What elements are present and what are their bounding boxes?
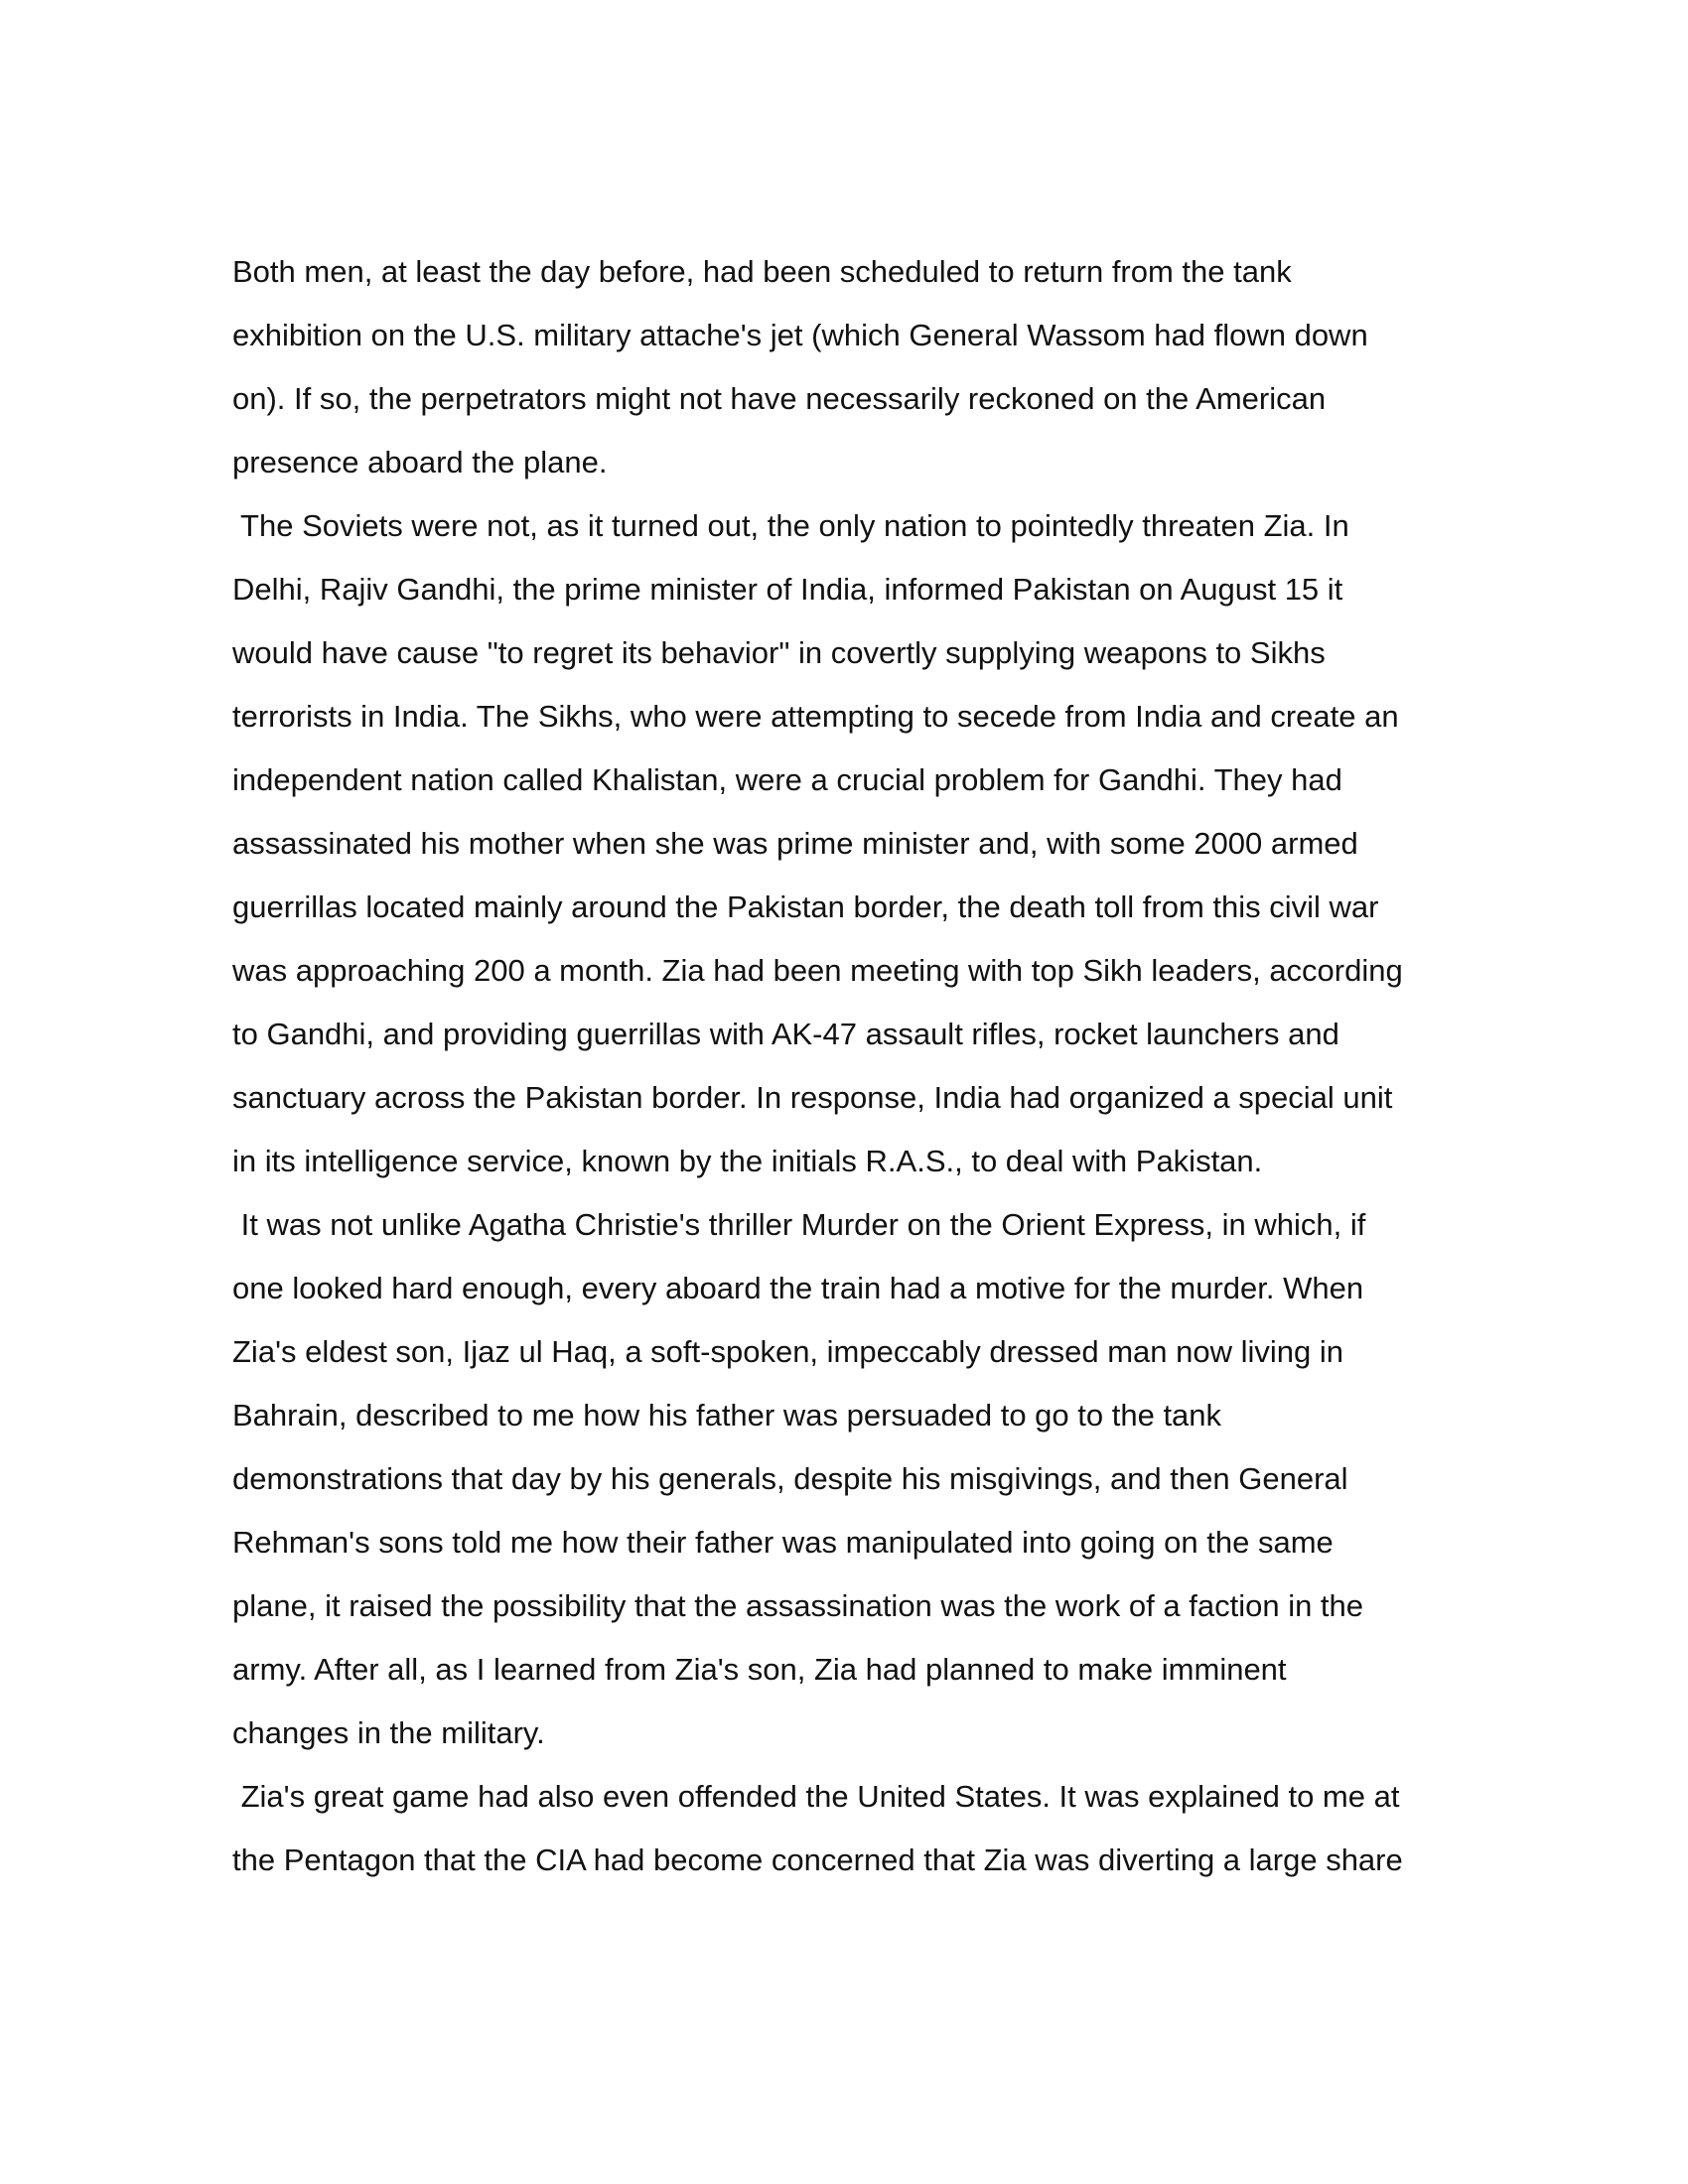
text-line: Rehman's sons told me how their father was manipulated into going on the same	[232, 1525, 1334, 1560]
text-line: assassinated his mother when she was prime minister and, with some 2000 armed	[232, 826, 1358, 861]
text-line: plane, it raised the possibility that the assassination was the work of a faction in the	[232, 1588, 1364, 1623]
text-line: the Pentagon that the CIA had become concerned that Zia was diverting a large share	[232, 1843, 1403, 1877]
text-line: Delhi, Rajiv Gandhi, the prime minister of India, informed Pakistan on August 15 it	[232, 572, 1343, 607]
text-line: Zia's great game had also even offended the United States. It was explained to me at	[232, 1779, 1400, 1814]
text-line: would have cause "to regret its behavior" in covertly supplying weapons to Sikhs	[232, 635, 1326, 670]
text-line: on). If so, the perpetrators might not have necessarily reckoned on the American	[232, 381, 1327, 416]
text-line: Zia's eldest son, Ijaz ul Haq, a soft-spoken, impeccably dressed man now living in	[232, 1334, 1344, 1369]
text-line: guerrillas located mainly around the Pakistan border, the death toll from this civil war	[232, 889, 1379, 924]
text-line: presence aboard the plane.	[232, 445, 608, 479]
text-line: Bahrain, described to me how his father was persuaded to go to the tank	[232, 1398, 1222, 1433]
text-line: Both men, at least the day before, had been scheduled to return from the tank	[232, 254, 1292, 289]
text-line: independent nation called Khalistan, were a crucial problem for Gandhi. They had	[232, 762, 1342, 797]
text-line: changes in the military.	[232, 1715, 545, 1750]
text-line: one looked hard enough, every aboard the train had a motive for the murder. When	[232, 1271, 1364, 1305]
text-line: army. After all, as I learned from Zia's son, Zia had planned to make imminent	[232, 1652, 1287, 1687]
text-line: terrorists in India. The Sikhs, who were attempting to secede from India and create an	[232, 699, 1399, 734]
text-line: sanctuary across the Pakistan border. In response, India had organized a special unit	[232, 1080, 1393, 1115]
text-line: in its intelligence service, known by the initials R.A.S., to deal with Pakistan.	[232, 1144, 1263, 1178]
text-line: exhibition on the U.S. military attache's jet (which General Wassom had flown down	[232, 318, 1368, 352]
text-line: demonstrations that day by his generals, despite his misgivings, and then General	[232, 1461, 1348, 1496]
text-line: was approaching 200 a month. Zia had been meeting with top Sikh leaders, according	[232, 953, 1403, 988]
text-line: The Soviets were not, as it turned out, the only nation to pointedly threaten Zia. In	[232, 508, 1349, 543]
body-text	[232, 246, 1464, 1898]
text-line: to Gandhi, and providing guerrillas with AK-47 assault rifles, rocket launchers and	[232, 1017, 1339, 1051]
text-line: It was not unlike Agatha Christie's thriller Murder on the Orient Express, in which, if	[232, 1207, 1366, 1242]
